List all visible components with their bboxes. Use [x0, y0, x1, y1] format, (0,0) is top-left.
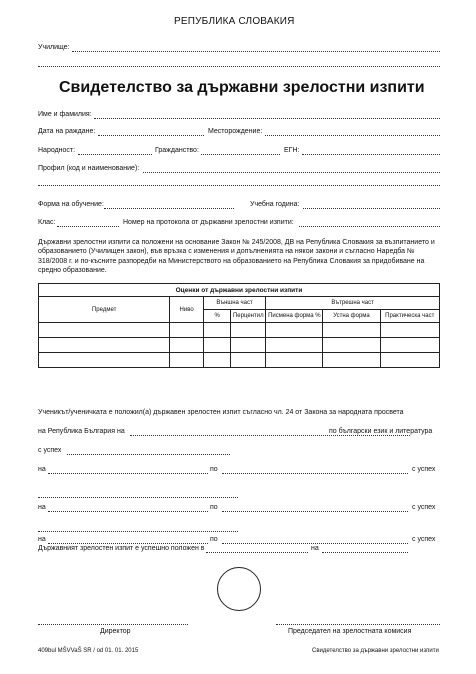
citizenship-field[interactable] — [201, 154, 280, 155]
stamp-circle — [217, 567, 261, 611]
bg-date-field[interactable] — [130, 435, 410, 436]
with-success-text: с успех — [38, 447, 62, 454]
class-label: Клас: — [38, 219, 56, 226]
col-level: Ниво — [170, 297, 204, 323]
footer-code: 409bul MŠVVaŠ SR / od 01. 01. 2015 — [38, 648, 139, 654]
profile-label: Профил (код и наименование): — [38, 165, 140, 172]
study-form-label: Форма на обучение: — [38, 201, 104, 208]
s-uspeh-label-1: с успех — [412, 466, 436, 473]
po-field-2[interactable] — [222, 511, 408, 512]
nationality-field[interactable] — [78, 154, 152, 155]
s-uspeh-label-3: с успех — [412, 536, 436, 543]
na-label-3: на — [38, 536, 46, 543]
grades-table — [38, 283, 440, 368]
na-field-2[interactable] — [48, 511, 208, 512]
protocol-label: Номер на протокола от държавни зрелостни изпити: — [123, 219, 294, 226]
col-percentile: Перцентил — [231, 310, 266, 323]
profile-field-2[interactable] — [38, 185, 440, 186]
grades-caption: Оценки от държавни зрелостни изпити — [39, 284, 440, 297]
col-practical: Практическа част — [380, 310, 439, 323]
po-label-1: по — [210, 466, 218, 473]
class-field[interactable] — [57, 226, 119, 227]
birth-place-label: Месторождение: — [208, 128, 263, 135]
po-field-3[interactable] — [222, 543, 408, 544]
country-header: РЕПУБЛИКА СЛОВАКИЯ — [174, 16, 295, 27]
col-written: Писмена форма % — [266, 310, 323, 323]
name-field[interactable] — [94, 118, 440, 119]
chair-label: Председател на зрелостната комисия — [288, 628, 412, 635]
po-field-1[interactable] — [222, 473, 408, 474]
table-row[interactable] — [39, 353, 440, 368]
po-label-2: по — [210, 504, 218, 511]
citizenship-label: Гражданство: — [155, 147, 199, 154]
legal-paragraph: Държавни зрелостни изпити са положени на основание Закон № 245/2008, ДВ на Република Словакия за възпитанието и образованието (Училищен закон), във връзка с изменения и допълненията на някои закони и съгласно Наредба № 318/2008 г. и по-късните разпоредби на Министерството на образованието на Република Словакия за придобиване на средно образование. — [38, 239, 435, 274]
protocol-field[interactable] — [299, 226, 440, 227]
success-field[interactable] — [67, 454, 230, 455]
school-label: Училище: — [38, 44, 70, 51]
school-line[interactable] — [72, 51, 440, 52]
col-external: Външна част — [203, 297, 265, 310]
republic-bg-text: на Република България на — [38, 428, 125, 435]
passed-in-field[interactable] — [206, 552, 308, 553]
profile-field[interactable] — [143, 172, 440, 173]
school-line-2[interactable] — [38, 66, 440, 67]
director-label: Директор — [100, 628, 131, 635]
birth-date-field[interactable] — [98, 135, 204, 136]
s-uspeh-label-2: с успех — [412, 504, 436, 511]
na-label-1: на — [38, 466, 46, 473]
exam-line-2b[interactable] — [38, 531, 238, 532]
exam-line-1b[interactable] — [38, 497, 238, 498]
footer-doc-name: Свидетелство за държавни зрелостни изпити — [312, 648, 439, 654]
col-subject: Предмет — [39, 297, 170, 323]
egn-label: ЕГН: — [284, 147, 300, 154]
po-label-3: по — [210, 536, 218, 543]
table-row[interactable] — [39, 323, 440, 338]
passed-in-text: Държавният зрелостен изпит е успешно положен в — [38, 545, 205, 552]
school-year-label: Учебна година: — [250, 201, 300, 208]
birth-date-label: Дата на раждане: — [38, 128, 96, 135]
study-form-field[interactable] — [104, 208, 234, 209]
student-passed-text: Ученикът/ученичката е положил(а) държавен зрелостен изпит съгласно чл. 24 от Закона за народната просвета — [38, 409, 404, 416]
nationality-label: Народност: — [38, 147, 76, 154]
school-year-field[interactable] — [303, 208, 440, 209]
na-field-3[interactable] — [48, 543, 208, 544]
table-row[interactable] — [39, 338, 440, 353]
na-end-field[interactable] — [322, 552, 408, 553]
egn-field[interactable] — [302, 154, 440, 155]
col-oral: Устна форма — [323, 310, 380, 323]
na-end-label: на — [311, 545, 319, 552]
document-title: Свидетелство за държавни зрелостни изпити — [59, 79, 425, 96]
col-internal: Вътрешна част — [266, 297, 440, 310]
bg-language-text: по български език и литература — [329, 428, 433, 435]
na-field-1[interactable] — [48, 473, 208, 474]
col-percent: % — [203, 310, 230, 323]
na-label-2: на — [38, 504, 46, 511]
director-signature-line[interactable] — [38, 624, 188, 625]
chair-signature-line[interactable] — [276, 624, 440, 625]
name-label: Име и фамилия: — [38, 111, 92, 118]
birth-place-field[interactable] — [265, 135, 440, 136]
